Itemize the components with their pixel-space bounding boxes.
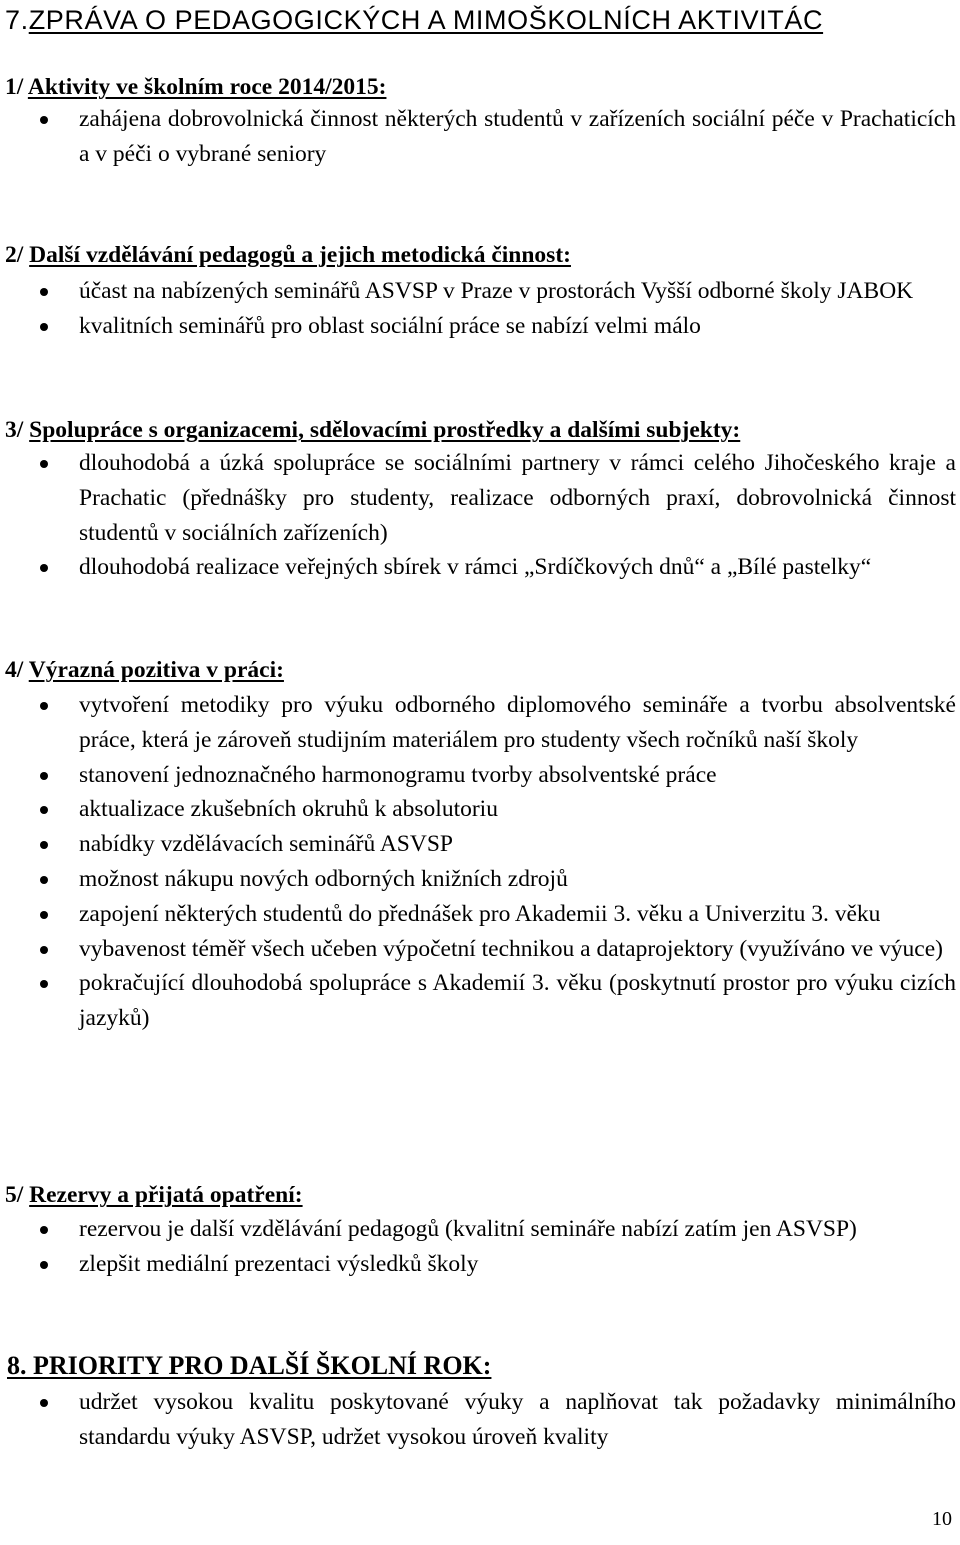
section-2-heading xyxy=(5,238,571,272)
list-item-text: účast na nabízených seminářů ASVSP v Praze v prostorách Vyšší odborné školy JABOK xyxy=(79,278,914,304)
list-item xyxy=(0,897,956,932)
section-heading-text: Výrazná pozitiva v práci: xyxy=(28,657,284,683)
list-item xyxy=(0,274,956,309)
section-2-list xyxy=(0,274,956,344)
section-heading-text: Rezervy a přijatá opatření: xyxy=(29,1182,303,1208)
list-item-text: zapojení některých studentů do přednášek pro Akademii 3. věku a Univerzitu 3. věku xyxy=(79,900,881,927)
bullet-icon xyxy=(40,772,48,780)
section-4-heading xyxy=(5,653,284,687)
bullet-icon xyxy=(40,911,48,919)
section-5-list xyxy=(0,1212,956,1282)
section-3-heading xyxy=(5,413,740,447)
priorities-heading-text: PRIORITY PRO DALŠÍ ŠKOLNÍ ROK: xyxy=(33,1351,492,1380)
list-item xyxy=(0,932,956,967)
list-item-text: dlouhodobá a úzká spolupráce se sociálními partnery v rámci celého Jihočeského kraje a Prachatic (přednášky pro studenty, realizace odborných praxí, dobrovolnická činnost studentů v sociálních zařízeních) xyxy=(79,450,956,546)
bullet-icon xyxy=(40,323,48,331)
section-heading-text: Spolupráce s organizacemi, sdělovacími prostředky a dalšími subjekty: xyxy=(29,417,741,443)
section-1-heading xyxy=(5,70,386,104)
bullet-icon xyxy=(40,841,48,849)
list-item xyxy=(0,309,956,344)
section-number: 1/ xyxy=(5,74,24,100)
list-item xyxy=(0,1212,956,1247)
bullet-icon xyxy=(40,946,48,954)
priorities-list xyxy=(0,1385,956,1455)
list-item xyxy=(0,827,956,862)
section-heading-text: Další vzdělávání pedagogů a jejich metodická činnost: xyxy=(29,242,571,268)
list-item-text: nabídky vzdělávacích seminářů ASVSP xyxy=(79,831,453,858)
list-item xyxy=(0,446,956,550)
section-number: 3/ xyxy=(5,417,24,443)
list-item xyxy=(0,550,956,585)
list-item-text: pokračující dlouhodobá spolupráce s Akademií 3. věku (poskytnutí prostor pro výuku cizích jazyků) xyxy=(79,970,956,1032)
section-1-list xyxy=(0,102,956,172)
bullet-icon xyxy=(40,702,48,710)
list-item-text: rezervou je další vzdělávání pedagogů (kvalitní semináře nabízí zatím jen ASVSP) xyxy=(79,1216,857,1242)
page-number: 10 xyxy=(932,1508,952,1530)
section-number: 5/ xyxy=(5,1182,24,1208)
list-item-text: zlepšit mediální prezentaci výsledků školy xyxy=(79,1250,479,1277)
bullet-icon xyxy=(40,1399,48,1407)
list-item-text: kvalitních seminářů pro oblast sociální práce se nabízí velmi málo xyxy=(79,312,701,339)
bullet-icon xyxy=(40,564,48,572)
list-item xyxy=(0,966,956,1036)
list-item-text: vytvoření metodiky pro výuku odborného diplomového semináře a tvorbu absolventské práce, která je zároveň studijním materiálem pro studenty všech ročníků naší školy xyxy=(79,692,956,753)
list-item xyxy=(0,102,956,172)
list-item-text: možnost nákupu nových odborných knižních zdrojů xyxy=(79,865,568,892)
bullet-icon xyxy=(40,116,48,124)
bullet-icon xyxy=(40,460,48,468)
section-heading-text: Aktivity ve školním roce 2014/2015: xyxy=(27,74,387,100)
bullet-icon xyxy=(40,876,48,884)
list-item-text: udržet vysokou kvalitu poskytované výuky a naplňovat tak požadavky minimálního standardu výuky ASVSP, udržet vysokou úroveň kvality xyxy=(79,1389,956,1450)
section-number: 4/ xyxy=(5,657,24,683)
list-item xyxy=(0,792,956,827)
list-item-text: vybavenost téměř všech učeben výpočetní technikou a dataprojektory (využíváno ve výuce) xyxy=(79,935,943,962)
bullet-icon xyxy=(40,1226,48,1234)
list-item-text: aktualizace zkušebních okruhů k absolutoriu xyxy=(79,796,498,823)
section-3-list xyxy=(0,446,956,585)
list-item xyxy=(0,1247,956,1282)
list-item-text: stanovení jednoznačného harmonogramu tvorby absolventské práce xyxy=(79,761,717,788)
list-item xyxy=(0,758,956,793)
page-title xyxy=(5,2,823,38)
bullet-icon xyxy=(40,1261,48,1269)
list-item xyxy=(0,862,956,897)
section-5-heading xyxy=(5,1178,303,1212)
title-number: 7. xyxy=(5,5,29,35)
list-item-text: dlouhodobá realizace veřejných sbírek v rámci „Srdíčkových dnů“ a „Bílé pastelky“ xyxy=(79,554,872,581)
bullet-icon xyxy=(40,980,48,988)
section-4-list xyxy=(0,688,956,1036)
priorities-heading xyxy=(7,1349,491,1383)
section-number: 2/ xyxy=(5,242,24,268)
list-item xyxy=(0,1385,956,1455)
bullet-icon xyxy=(40,288,48,296)
priorities-number: 8. xyxy=(7,1351,27,1380)
bullet-icon xyxy=(40,806,48,814)
title-text: ZPRÁVA O PEDAGOGICKÝCH A MIMOŠKOLNÍCH AKTIVITÁC xyxy=(28,5,824,35)
list-item xyxy=(0,688,956,758)
list-item-text: zahájena dobrovolnická činnost některých studentů v zařízeních sociální péče v Prachaticích a v péči o vybrané seniory xyxy=(79,106,956,167)
